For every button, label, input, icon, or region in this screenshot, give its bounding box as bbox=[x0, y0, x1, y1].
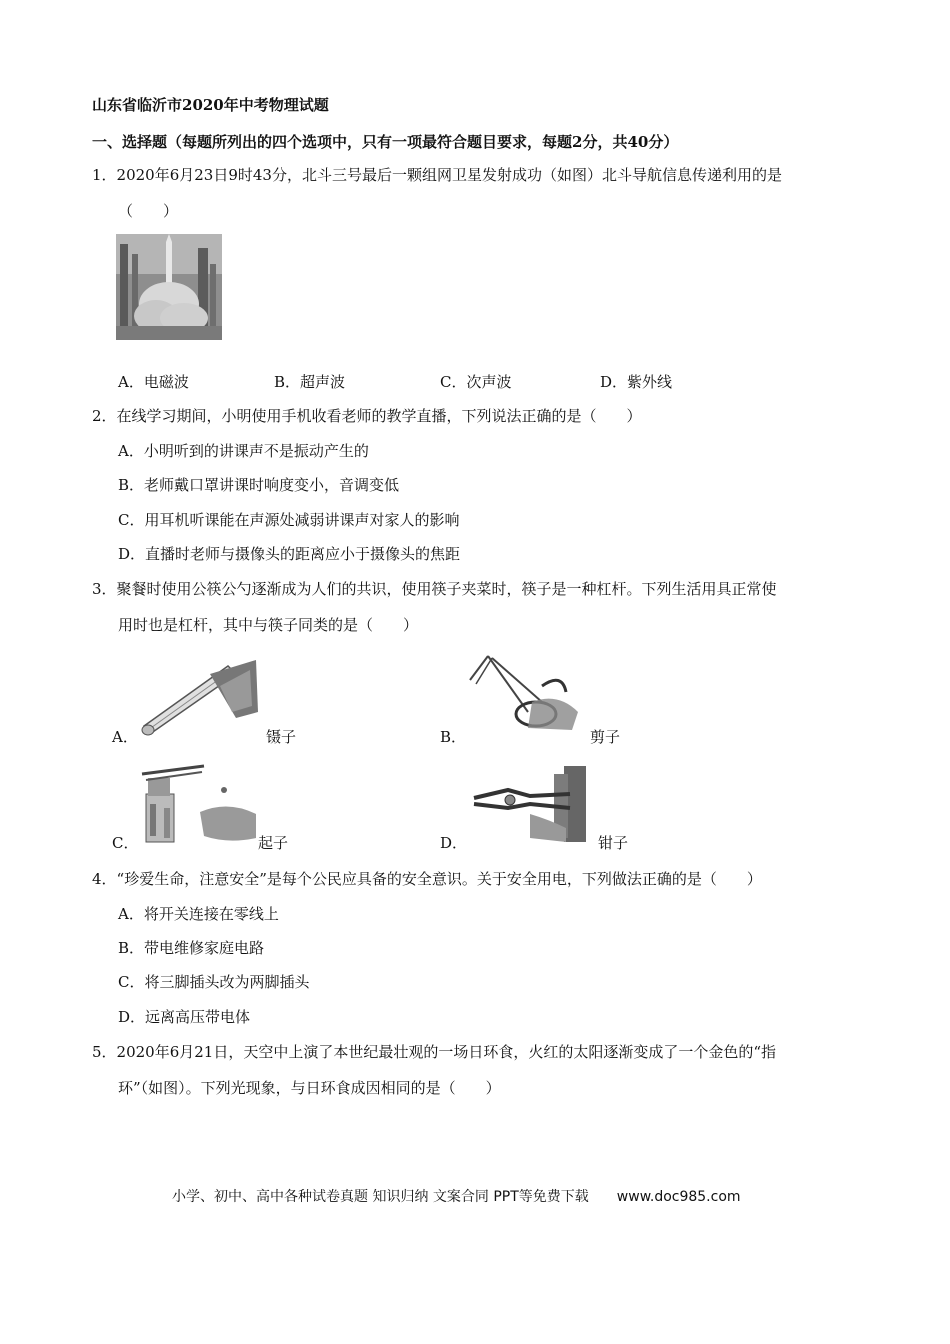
exam-title: 山东省临沂市2020年中考物理试题 bbox=[92, 96, 329, 114]
q1-option-d: D．紫外线 bbox=[600, 373, 673, 391]
q3-option-a-name: 镊子 bbox=[266, 728, 297, 746]
q2-option-a: A．小明听到的讲课声不是振动产生的 bbox=[118, 442, 369, 460]
q4-option-d: D．远离高压带电体 bbox=[118, 1008, 251, 1026]
footer-text: 小学、初中、高中各种试卷真题 知识归纳 文案合同 PPT等免费下载 bbox=[172, 1189, 589, 1205]
pliers-image bbox=[470, 764, 590, 844]
q1-option-b: B．超声波 bbox=[274, 373, 346, 391]
question-5-text-cont: 环”（如图）。下列光现象，与日环食成因相同的是（ ） bbox=[118, 1079, 501, 1097]
section-heading: 一、选择题（每题所列出的四个选项中，只有一项最符合题目要求，每题2分，共40分） bbox=[92, 133, 679, 151]
q1-option-c: C．次声波 bbox=[440, 373, 512, 391]
bottle-opener-image bbox=[138, 764, 262, 844]
q2-option-d: D．直播时老师与摄像头的距离应小于摄像头的焦距 bbox=[118, 545, 461, 563]
q3-option-b-name: 剪子 bbox=[590, 728, 621, 746]
q2-option-b: B．老师戴口罩讲课时响度变小，音调变低 bbox=[118, 476, 400, 494]
question-1-paren: （ ） bbox=[118, 202, 179, 220]
question-1-text: 1．2020年6月23日9时43分，北斗三号最后一颗组网卫星发射成功（如图）北斗导航信息传递利用的是 bbox=[92, 166, 782, 184]
q4-option-b: B．带电维修家庭电路 bbox=[118, 939, 265, 957]
question-2-text: 2．在线学习期间，小明使用手机收看老师的教学直播，下列说法正确的是（ ） bbox=[92, 407, 642, 425]
q1-option-a: A．电磁波 bbox=[118, 373, 189, 391]
q4-option-c: C．将三脚插头改为两脚插头 bbox=[118, 973, 310, 991]
page-footer bbox=[172, 1186, 741, 1206]
question-4-text: 4．“珍爱生命，注意安全”是每个公民应具备的安全意识。关于安全用电，下列做法正确的是（ ） bbox=[92, 870, 762, 888]
question-3-text-cont: 用时也是杠杆，其中与筷子同类的是（ ） bbox=[118, 616, 419, 634]
scissors-image bbox=[462, 652, 582, 734]
q3-option-d-name: 钳子 bbox=[598, 834, 629, 852]
q4-option-a: A．将开关连接在零线上 bbox=[118, 905, 279, 923]
q3-option-b-letter: B． bbox=[440, 728, 467, 746]
q3-option-c-letter: C． bbox=[112, 834, 139, 852]
q2-option-c: C．用耳机听课能在声源处减弱讲课声对家人的影响 bbox=[118, 511, 460, 529]
q3-option-a-letter: A． bbox=[112, 728, 138, 746]
question-3-text: 3．聚餐时使用公筷公勺逐渐成为人们的共识，使用筷子夹菜时，筷子是一种杠杆。下列生活用具正常使 bbox=[92, 580, 777, 598]
tweezers-image bbox=[140, 656, 266, 736]
footer-url[interactable]: www.doc985.com bbox=[616, 1189, 741, 1205]
q3-option-d-letter: D． bbox=[440, 834, 468, 852]
question-5-text: 5．2020年6月21日，天空中上演了本世纪最壮观的一场日环食，火红的太阳逐渐变成了一个金色的“指 bbox=[92, 1043, 777, 1061]
rocket-launch-photo bbox=[116, 234, 222, 340]
q3-option-c-name: 起子 bbox=[258, 834, 289, 852]
